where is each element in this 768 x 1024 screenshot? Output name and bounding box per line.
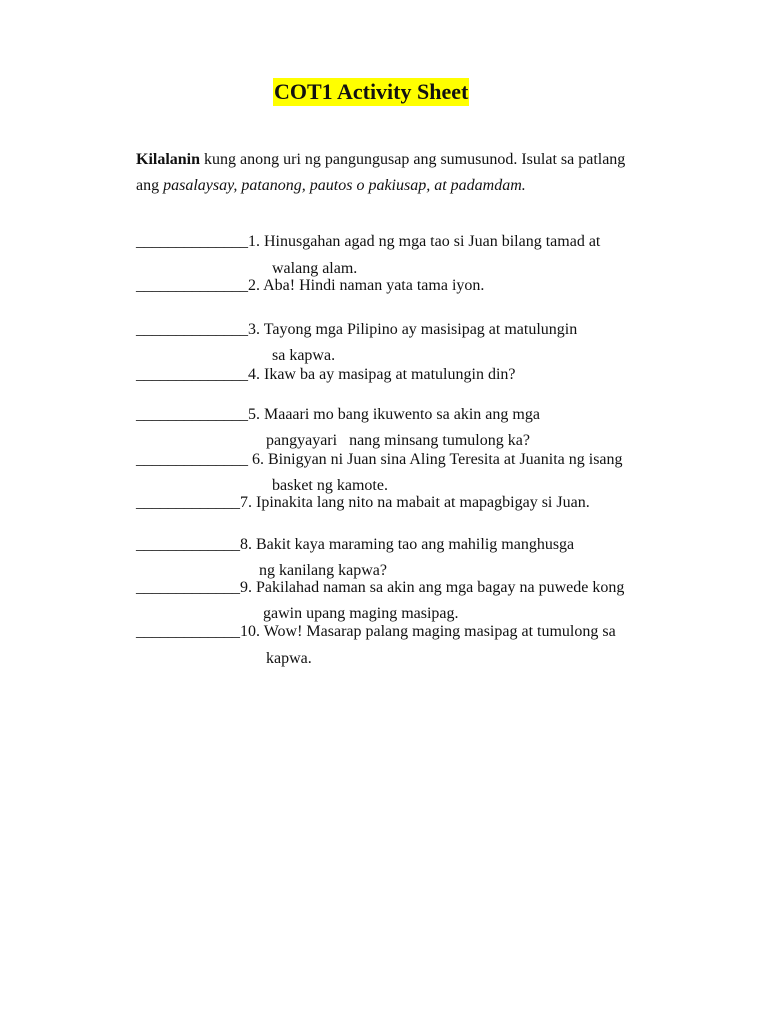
question-continuation: walang alam.: [272, 260, 358, 277]
question-text: 1. Hinusgahan agad ng mga tao si Juan bilang tamad at: [248, 233, 601, 250]
question-item-3: [136, 320, 577, 340]
question-continuation: kapwa.: [266, 650, 312, 667]
question-text: 2. Aba! Hindi naman yata tama iyon.: [248, 277, 485, 294]
question-continuation: sa kapwa.: [272, 347, 336, 364]
question-text: 7. Ipinakita lang nito na mabait at mapagbigay si Juan.: [240, 494, 590, 511]
question-text: 10. Wow! Masarap palang maging masipag at tumulong sa: [240, 623, 616, 640]
answer-blank[interactable]: ______________: [136, 451, 248, 468]
question-item-5: [136, 405, 540, 425]
answer-blank[interactable]: ______________: [136, 406, 248, 423]
instructions-prefix: ang: [136, 177, 164, 194]
question-item-4: [136, 365, 515, 385]
instructions-bold-word: Kilalanin: [136, 151, 201, 168]
question-text: 5. Maaari mo bang ikuwento sa akin ang mga: [248, 406, 540, 423]
answer-blank[interactable]: _____________: [136, 536, 240, 553]
question-text: 6. Binigyan ni Juan sina Aling Teresita at Juanita ng isang: [248, 451, 623, 468]
question-continuation: basket ng kamote.: [272, 477, 388, 494]
answer-blank[interactable]: ______________: [136, 321, 248, 338]
instructions-line-1: [136, 150, 625, 170]
answer-blank[interactable]: _____________: [136, 494, 240, 511]
question-item-6: [136, 450, 623, 470]
question-continuation: pangyayari nang minsang tumulong ka?: [266, 432, 530, 449]
instructions-line-2: [136, 176, 526, 196]
question-item-1: [136, 232, 600, 252]
question-item-8: [136, 535, 574, 555]
instructions-text: kung anong uri ng pangungusap ang sumusunod. Isulat sa patlang: [200, 151, 626, 168]
page-title: COT1 Activity Sheet: [274, 79, 469, 104]
answer-blank[interactable]: ______________: [136, 233, 248, 250]
question-text: 9. Pakilahad naman sa akin ang mga bagay na puwede kong: [240, 579, 625, 596]
question-continuation: gawin upang maging masipag.: [263, 605, 459, 622]
question-text: 4. Ikaw ba ay masipag at matulungin din?: [248, 366, 516, 383]
question-item-2: [136, 276, 484, 296]
question-text: 3. Tayong mga Pilipino ay masisipag at matulungin: [248, 321, 578, 338]
answer-blank[interactable]: _____________: [136, 623, 240, 640]
question-item-7: [136, 493, 590, 513]
answer-blank[interactable]: _____________: [136, 579, 240, 596]
question-continuation: ng kanilang kapwa?: [259, 562, 387, 579]
question-item-10: [136, 622, 616, 642]
answer-blank[interactable]: ______________: [136, 277, 248, 294]
question-text: 8. Bakit kaya maraming tao ang mahilig manghusga: [240, 536, 575, 553]
question-item-9: [136, 578, 624, 598]
sentence-types: pasalaysay, patanong, pautos o pakiusap, at padamdam.: [163, 177, 526, 194]
answer-blank[interactable]: ______________: [136, 366, 248, 383]
